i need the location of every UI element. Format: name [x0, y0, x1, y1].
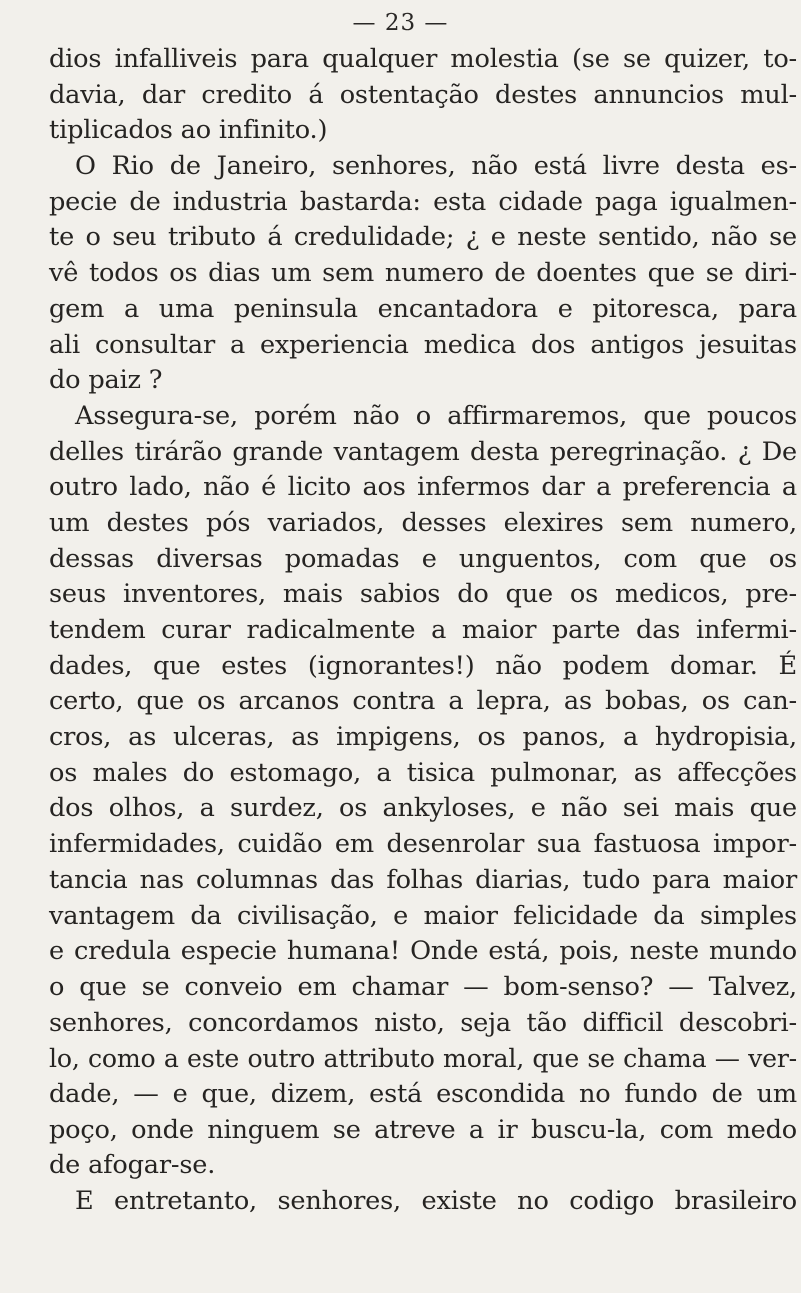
text-line: pecie de industria bastarda: esta cidade paga igualmen-: [49, 186, 797, 217]
text-line: davia, dar credito á ostentação destes annuncios mul-: [49, 79, 797, 110]
text-line: vê todos os dias um sem numero de doentes que se diri-: [49, 258, 797, 289]
text-line: O Rio de Janeiro, senhores, não está livre desta es-: [75, 151, 797, 182]
text-line: um destes pós variados, desses elexires sem numero,: [49, 507, 797, 538]
text-line: o que se conveio em chamar — bom-senso? — Talvez,: [49, 971, 797, 1002]
text-line: lo, como a este outro attributo moral, que se chama — ver-: [49, 1044, 797, 1074]
text-line: dos olhos, a surdez, os ankyloses, e não sei mais que: [49, 793, 797, 824]
text-line: dios infalliveis para qualquer molestia (se se quizer, to-: [49, 44, 797, 74]
page-body-text: [49, 42, 797, 1220]
text-line: seus inventores, mais sabios do que os medicos, pre-: [49, 579, 797, 610]
page-number: — 23 —: [352, 10, 449, 36]
text-line: Assegura-se, porém não o affirmaremos, que poucos: [75, 400, 797, 431]
text-line: outro lado, não é licito aos infermos dar a preferencia a: [49, 472, 797, 503]
text-line: vantagem da civilisação, e maior felicidade da simples: [49, 900, 797, 931]
text-line: senhores, concordamos nisto, seja tão difficil descobri-: [49, 1007, 797, 1038]
text-line: cros, as ulceras, as impigens, os panos, a hydropisia,: [49, 722, 797, 753]
text-line: gem a uma peninsula encantadora e pitoresca, para: [49, 293, 797, 324]
text-line: dessas diversas pomadas e unguentos, com que os: [49, 543, 797, 574]
text-line: poço, onde ninguem se atreve a ir buscu-la, com medo: [49, 1114, 797, 1145]
text-line: dade, — e que, dizem, está escondida no fundo de um: [49, 1078, 797, 1109]
text-line: E entretanto, senhores, existe no codigo brasileiro: [75, 1186, 797, 1216]
text-line: dades, que estes (ignorantes!) não podem domar. É: [49, 650, 797, 681]
text-line: e credula especie humana! Onde está, pois, neste mundo: [49, 936, 797, 967]
text-line: tancia nas columnas das folhas diarias, tudo para maior: [49, 864, 797, 895]
text-line: infermidades, cuidão em desenrolar sua fastuosa impor-: [49, 829, 797, 860]
text-line: os males do estomago, a tisica pulmonar, as affecções: [49, 757, 797, 788]
text-line: tendem curar radicalmente a maior parte das infermi-: [49, 615, 797, 645]
text-line: ali consultar a experiencia medica dos antigos jesuitas: [49, 329, 797, 360]
text-line: te o seu tributo á credulidade; ¿ e neste sentido, não se: [49, 222, 797, 253]
text-line: tiplicados ao infinito.): [49, 115, 328, 146]
text-line: delles tirárão grande vantagem desta peregrinação. ¿ De: [49, 436, 797, 467]
text-line: certo, que os arcanos contra a lepra, as bobas, os can-: [49, 686, 797, 717]
text-line: do paiz ?: [49, 365, 163, 396]
text-line: de afogar-se.: [49, 1150, 216, 1181]
